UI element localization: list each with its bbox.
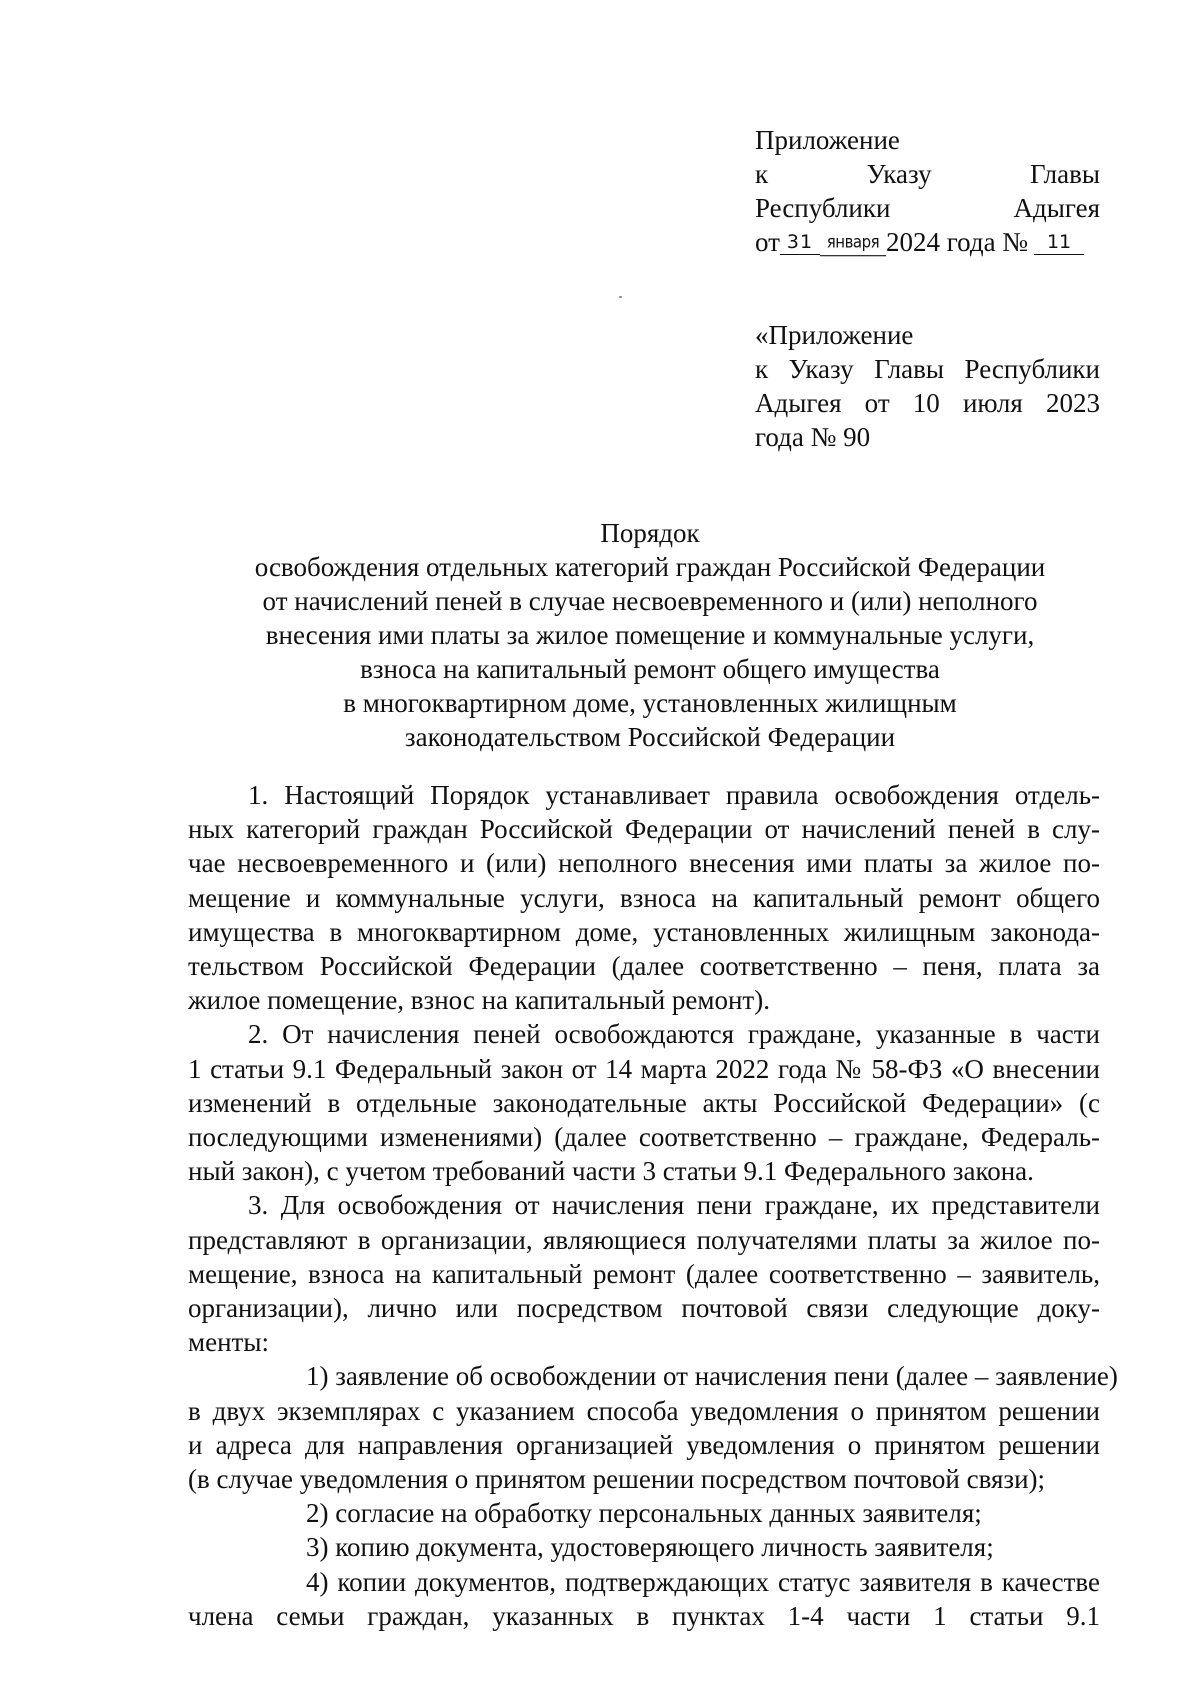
previous-annex-text: Адыгея от 10 июля 2023 bbox=[755, 388, 1100, 418]
document-title bbox=[200, 516, 1100, 754]
list-item-1-line: в двух экземплярах с указанием способа уведомления о принятом решении bbox=[188, 1395, 1100, 1426]
paragraph-3-line: 3. Для освобождения от начисления пени граждане, их представители bbox=[248, 1190, 1100, 1221]
title-heading: Порядок bbox=[600, 518, 700, 548]
paragraph-2-line: 2. От начисления пеней освобождаются граждане, указанные в части bbox=[248, 1019, 1100, 1050]
annex-word: к bbox=[755, 159, 769, 189]
paragraph-1-line: 1. Настоящий Порядок устанавливает правила освобождения отдель- bbox=[248, 780, 1100, 810]
list-item-2: 2) согласие на обработку персональных данных заявителя; bbox=[306, 1498, 982, 1529]
annex-date-line bbox=[755, 225, 1100, 259]
list-item-1-line: 1) заявление об освобождении от начисления пени (далее – заявление) bbox=[306, 1361, 1118, 1392]
paragraph-1-line: тельством Российской Федерации (далее соответственно – пеня, плата за bbox=[188, 951, 1100, 982]
title-line: законодательством Российской Федерации bbox=[404, 722, 896, 752]
annex-header-line bbox=[755, 191, 1100, 225]
previous-annex-text: к Указу Главы Республики bbox=[755, 354, 1100, 384]
paragraph-3-line: мещение, взноса на капитальный ремонт (далее соответственно – заявитель, bbox=[188, 1258, 1100, 1289]
title-line: от начислений пеней в случае несвоевременного и (или) неполного bbox=[262, 586, 1038, 616]
previous-annex-line bbox=[755, 352, 1100, 386]
annex-word: Главы bbox=[1030, 159, 1100, 189]
title-line: освобождения отдельных категорий граждан Российской Федерации bbox=[254, 552, 1046, 582]
title-line: внесения ими платы за жилое помещение и коммунальные услуги, bbox=[265, 620, 1035, 650]
previous-annex-label: «Приложение bbox=[755, 320, 914, 350]
title-line: взноса на капитальный ремонт общего имущества bbox=[360, 654, 940, 684]
paragraph-2-line: изменений в отдельные законодательные акты Российской Федерации» (с bbox=[188, 1087, 1100, 1118]
previous-annex-line bbox=[755, 386, 1100, 420]
document-body bbox=[188, 778, 1118, 1633]
previous-annex-text: года № 90 bbox=[755, 422, 871, 452]
date-year: 2024 года № bbox=[885, 227, 1029, 257]
list-item-4-line: члена семьи граждан, указанных в пунктах 1-4 части 1 статьи 9.1 bbox=[188, 1600, 1100, 1631]
list-item-3: 3) копию документа, удостоверяющего личность заявителя; bbox=[306, 1532, 994, 1563]
paragraph-3-line: организации), лично или посредством почтовой связи следующие доку- bbox=[188, 1293, 1100, 1324]
title-line: в многоквартирном доме, установленных жилищным bbox=[343, 688, 957, 718]
list-item-1-line: (в случае уведомления о принятом решении посредством почтовой связи); bbox=[188, 1464, 1046, 1495]
annex-header bbox=[755, 123, 1100, 259]
paragraph-1-line: имущества в многоквартирном доме, установленных жилищным законода- bbox=[188, 916, 1100, 947]
handwritten-month: января bbox=[820, 229, 886, 257]
list-item-1-line: и адреса для направления организацией уведомления о принятом решении bbox=[188, 1429, 1100, 1460]
paragraph-3-line: менты: bbox=[188, 1327, 269, 1358]
annex-word: Указу bbox=[866, 159, 932, 189]
paragraph-1-line: жилое помещение, взнос на капитальный ремонт). bbox=[188, 985, 770, 1016]
paragraph-2-line: ный закон), с учетом требований части 3 статьи 9.1 Федерального закона. bbox=[188, 1156, 1034, 1187]
annex-word: Республики bbox=[755, 193, 891, 223]
date-prefix: от bbox=[755, 227, 780, 257]
list-item-4-line: 4) копии документов, подтверждающих статус заявителя в качестве bbox=[306, 1566, 1100, 1597]
previous-annex-line bbox=[755, 318, 1100, 352]
paragraph-3-line: представляют в организации, являющиеся получателями платы за жилое по- bbox=[188, 1224, 1100, 1255]
previous-annex-header bbox=[755, 318, 1100, 454]
annex-word: Адыгея bbox=[1013, 193, 1100, 223]
paragraph-1-line: ных категорий граждан Российской Федерации от начислений пеней в слу- bbox=[188, 814, 1100, 845]
paragraph-2-line: последующими изменениями) (далее соответственно – граждане, Федераль- bbox=[188, 1122, 1100, 1153]
handwritten-day: 31 bbox=[780, 230, 820, 255]
scan-speck bbox=[619, 296, 622, 298]
paragraph-1-line: мещение и коммунальные услуги, взноса на капитальный ремонт общего bbox=[188, 882, 1100, 913]
annex-header-line bbox=[755, 123, 1100, 157]
handwritten-decree-number: 11 bbox=[1034, 230, 1084, 255]
paragraph-2-line: 1 статьи 9.1 Федеральный закон от 14 марта 2022 года № 58-ФЗ «О внесении bbox=[188, 1053, 1100, 1084]
paragraph-1-line: чае несвоевременного и (или) неполного внесения ими платы за жилое по- bbox=[188, 848, 1100, 879]
previous-annex-line bbox=[755, 420, 1100, 454]
annex-header-line bbox=[755, 157, 1100, 191]
annex-label: Приложение bbox=[755, 125, 900, 155]
